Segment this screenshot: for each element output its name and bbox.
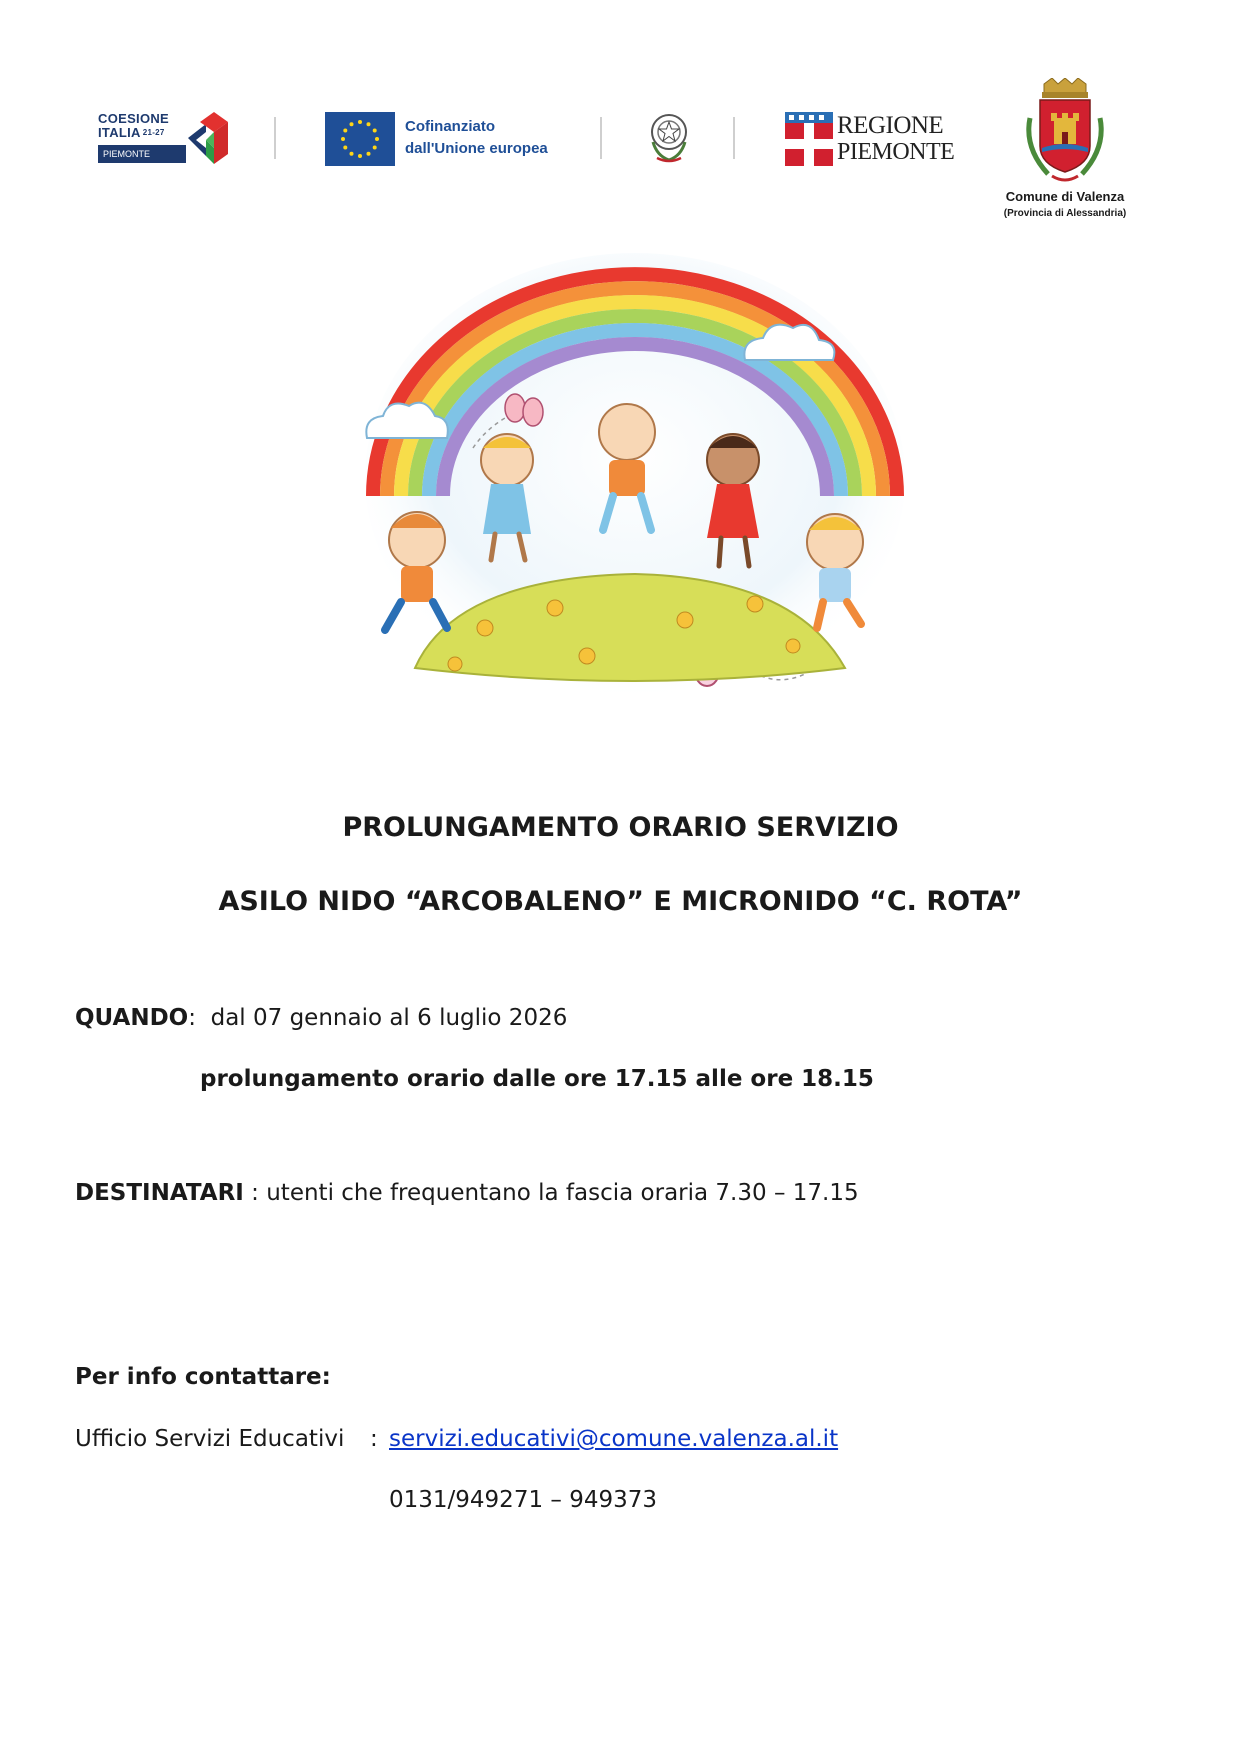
valenza-coat-of-arms-icon — [1018, 78, 1112, 186]
regione-line2: PIEMONTE — [837, 139, 955, 165]
logo-separator — [733, 117, 735, 159]
destinatari-separator: : — [243, 1180, 267, 1206]
eu-cofinanziato-logo — [325, 112, 565, 166]
comune-name: Comune di Valenza — [1005, 189, 1125, 204]
quando-extra: prolungamento orario dalle ore 17.15 alle ore 18.15 — [200, 1066, 874, 1092]
quando-label: QUANDO — [75, 1005, 189, 1031]
regione-piemonte-logo — [785, 112, 955, 168]
email-link[interactable]: servizi.educativi@comune.valenza.al.it — [389, 1426, 839, 1452]
regione-line1: REGIONE — [837, 112, 944, 139]
coesione-italia-logo — [98, 110, 228, 168]
comune-province: (Provincia di Alessandria) — [1003, 208, 1127, 219]
coesione-line2: ITALIA — [98, 125, 141, 140]
rainbow-children-illustration — [355, 248, 915, 718]
logo-separator — [274, 117, 276, 159]
coesione-years: 21-27 — [142, 128, 165, 137]
info-heading: Per info contattare: — [75, 1364, 331, 1390]
eu-flag-icon — [325, 112, 395, 166]
destinatari-line — [75, 1180, 859, 1206]
destinatari-value: utenti che frequentano la fascia oraria 7.30 – 17.15 — [266, 1180, 859, 1206]
destinatari-label: DESTINATARI — [75, 1180, 244, 1206]
office-colon: : — [370, 1426, 378, 1452]
eu-line1: Cofinanziato — [405, 118, 495, 135]
eu-line2: dall'Unione europea — [405, 140, 548, 157]
phone-numbers: 0131/949271 – 949373 — [389, 1487, 658, 1513]
office-label: Ufficio Servizi Educativi — [75, 1426, 345, 1452]
italian-republic-emblem-icon — [647, 110, 691, 166]
quando-value: dal 07 gennaio al 6 luglio 2026 — [210, 1005, 568, 1031]
quando-separator: : — [188, 1005, 211, 1031]
coesione-line1: COESIONE — [98, 111, 170, 126]
title-line-1: PROLUNGAMENTO ORARIO SERVIZIO — [342, 812, 899, 843]
title-line-2: ASILO NIDO “ARCOBALENO” E MICRONIDO “C. ROTA” — [218, 886, 1023, 917]
logo-bar — [0, 0, 1241, 240]
logo-separator — [600, 117, 602, 159]
coesione-region-tag: PIEMONTE — [98, 145, 186, 163]
quando-line — [75, 1005, 567, 1031]
coesione-mark-icon — [184, 110, 228, 166]
piemonte-shield-icon — [785, 112, 833, 166]
